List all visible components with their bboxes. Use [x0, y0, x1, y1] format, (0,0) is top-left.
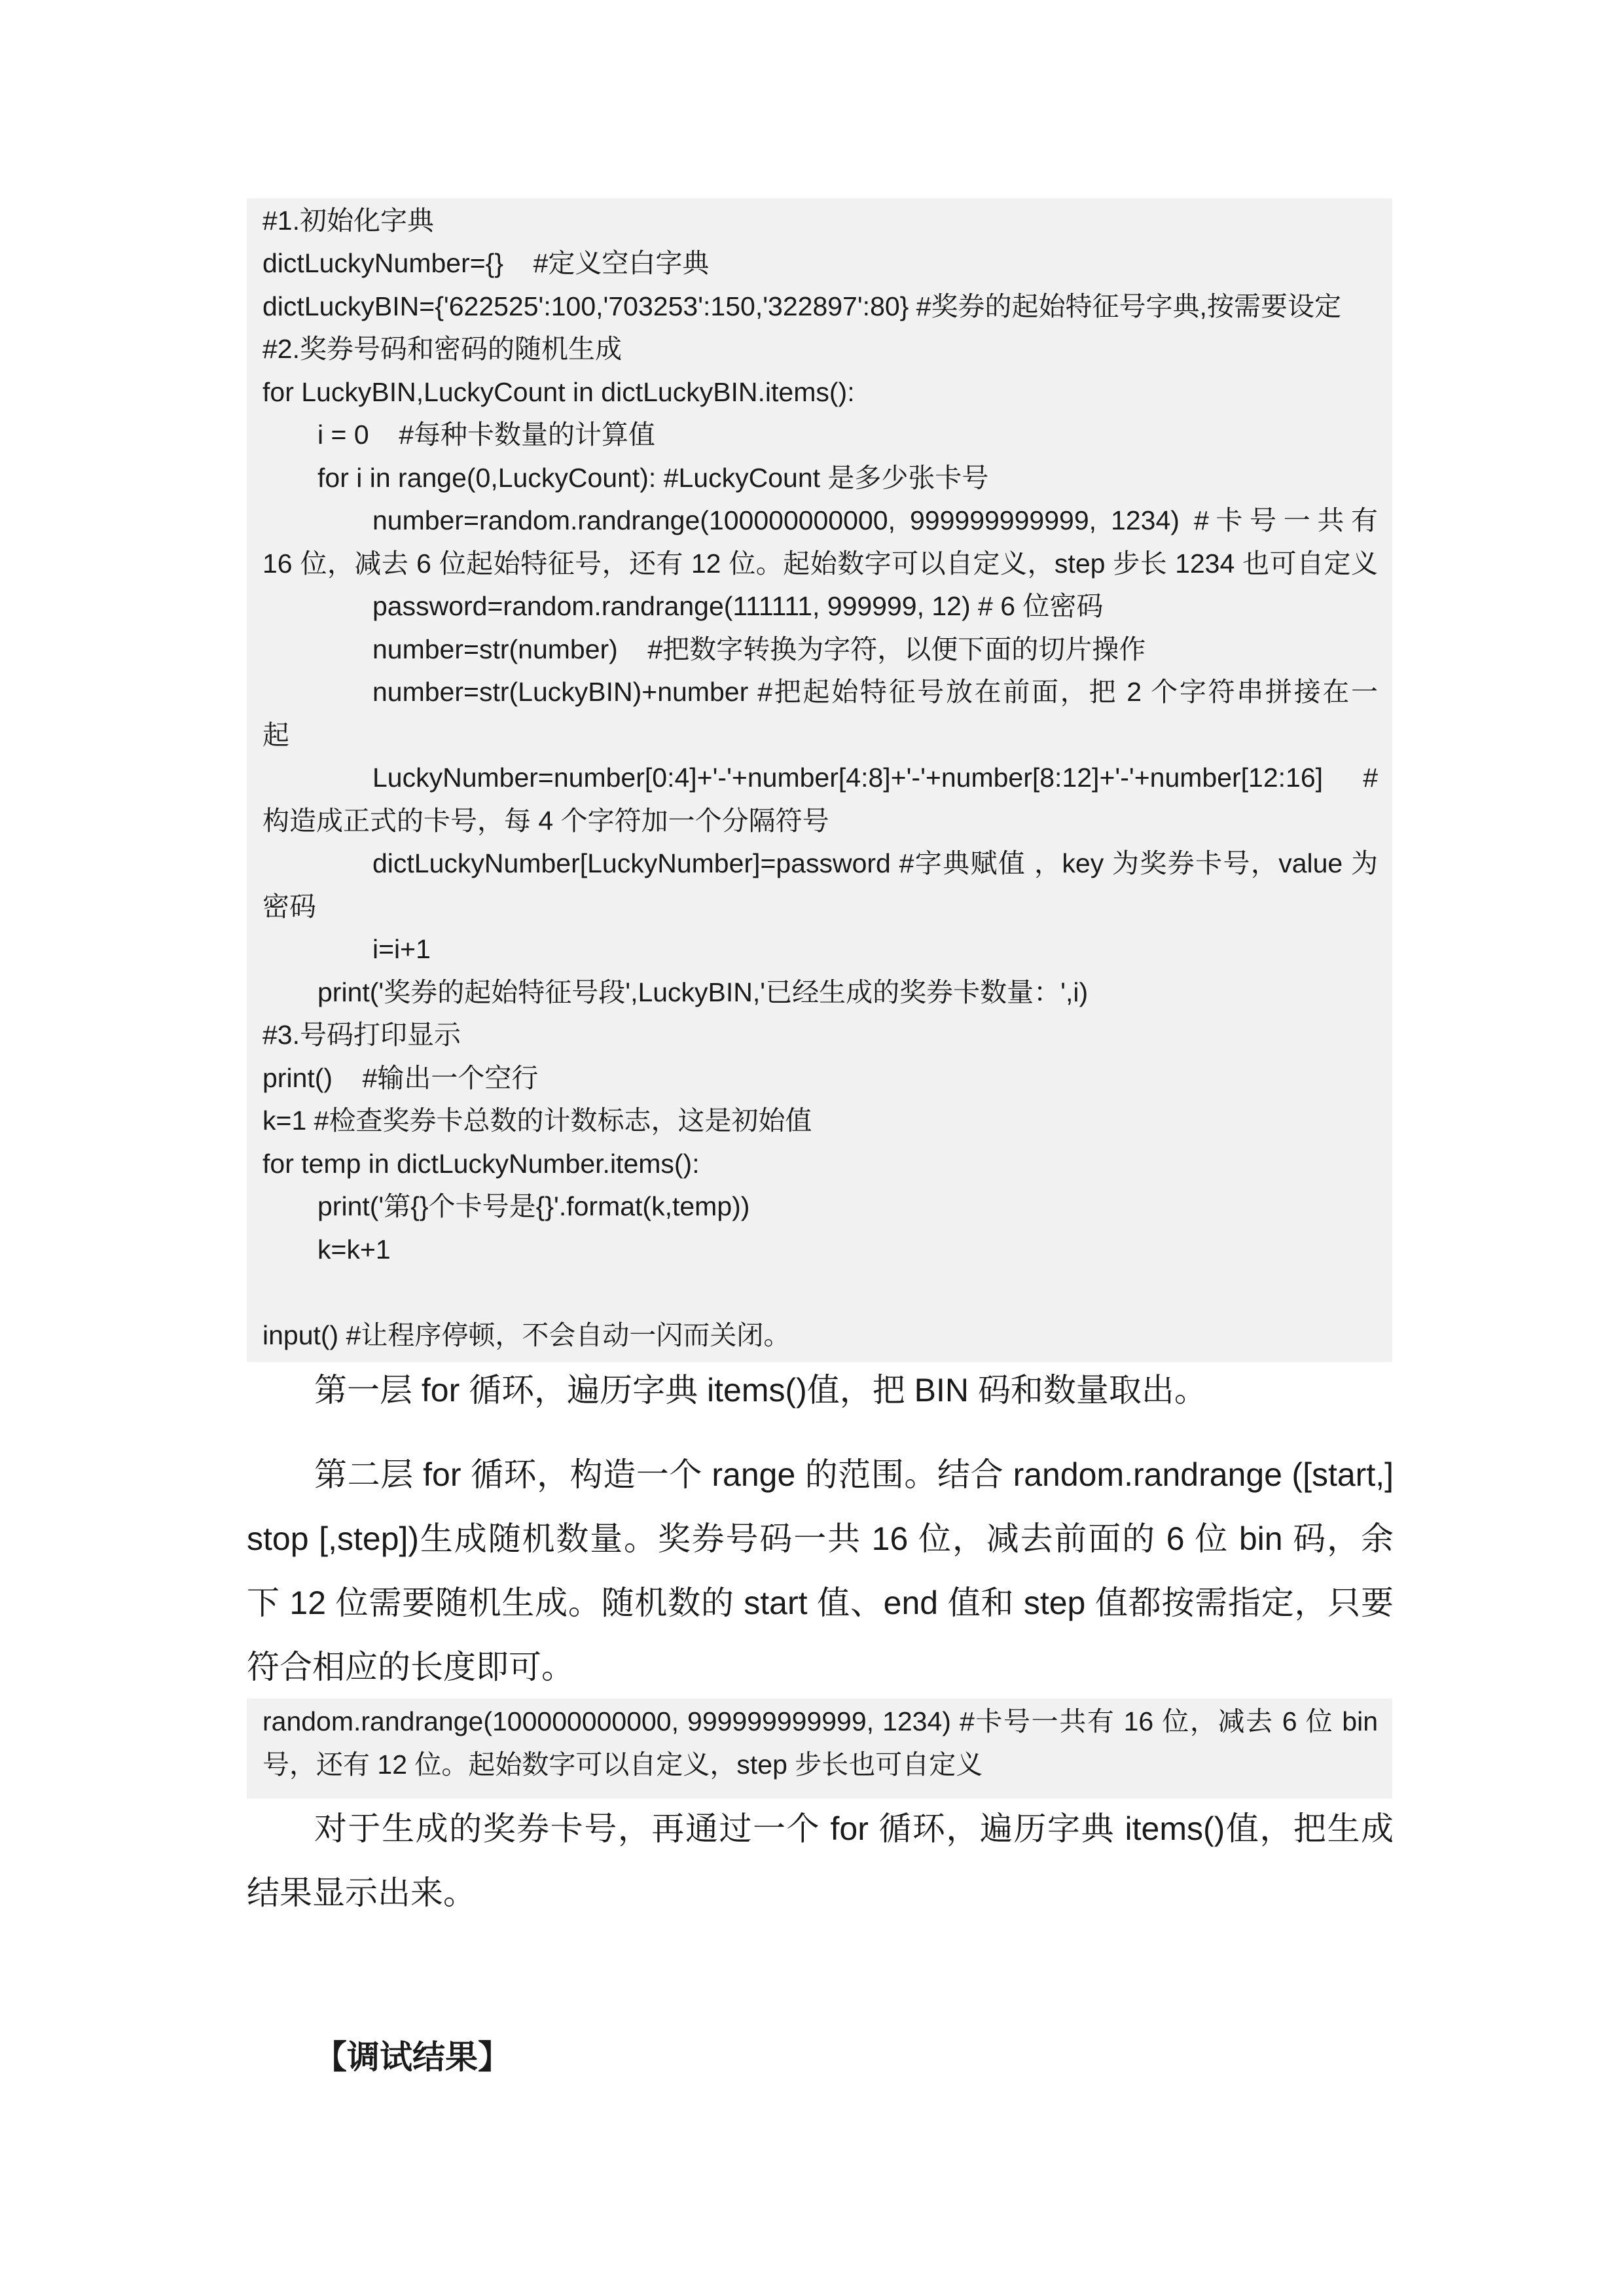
code-line: number=random.randrange(100000000000, 999999999999, 1234) #卡号一共有: [372, 505, 1378, 535]
code-line: i=i+1: [372, 934, 431, 964]
section-heading: 【调试结果】: [314, 2039, 511, 2075]
code-line: password=random.randrange(111111, 999999, 12) # 6 位密码: [372, 591, 1104, 621]
body-paragraph-1: 第一层 for 循环，遍历字典 items()值，把 BIN 码和数量取出。: [314, 1372, 1207, 1408]
code-line: LuckyNumber=number[0:4]+'-'+number[4:8]+'-'+number[8:12]+'-'+number[12:16] #: [372, 762, 1378, 793]
code-line: number=str(number) #把数字转换为字符，以便下面的切片操作: [372, 634, 1146, 664]
code-line: 起: [262, 720, 289, 750]
code-line: for temp in dictLuckyNumber.items():: [262, 1149, 700, 1179]
code-block-main: [247, 198, 1392, 1362]
code-line: random.randrange(100000000000, 999999999999, 1234) #卡号一共有 16 位，减去 6 位 bin: [262, 1706, 1378, 1736]
code-line: for i in range(0,LuckyCount): #LuckyCount 是多少张卡号: [317, 463, 989, 493]
code-line: #2.奖券号码和密码的随机生成: [262, 334, 622, 364]
code-line: input() #让程序停顿，不会自动一闪而关闭。: [262, 1320, 791, 1350]
body-paragraph-3-line: 结果显示出来。: [247, 1874, 476, 1911]
body-paragraph-3-line: 对于生成的奖券卡号，再通过一个 for 循环，遍历字典 items()值，把生成: [314, 1810, 1394, 1847]
code-line: dictLuckyNumber[LuckyNumber]=password #字典赋值 ，key 为奖券卡号，value 为: [372, 848, 1378, 878]
code-line: #3.号码打印显示: [262, 1020, 461, 1050]
code-line: k=1 #检查奖券卡总数的计数标志，这是初始值: [262, 1105, 812, 1136]
code-line: dictLuckyBIN={'622525':100,'703253':150,'322897':80} #奖券的起始特征号字典,按需要设定: [262, 291, 1341, 321]
code-line: 构造成正式的卡号，每 4 个字符加一个分隔符号: [262, 806, 829, 836]
code-line: i = 0 #每种卡数量的计算值: [317, 420, 656, 450]
code-line: print('第{}个卡号是{}'.format(k,temp)): [317, 1191, 750, 1221]
code-line: number=str(LuckyBIN)+number #把起始特征号放在前面，把 2 个字符串拼接在一: [372, 677, 1378, 707]
code-line: 16 位，减去 6 位起始特征号，还有 12 位。起始数字可以自定义，step 步长 1234 也可自定义: [262, 548, 1378, 579]
code-line: dictLuckyNumber={} #定义空白字典: [262, 248, 710, 278]
code-line: #1.初始化字典: [262, 206, 434, 236]
code-line: for LuckyBIN,LuckyCount in dictLuckyBIN.items():: [262, 377, 855, 407]
body-paragraph-2-line: 符合相应的长度即可。: [247, 1649, 574, 1685]
body-paragraph-2-line: 第二层 for 循环，构造一个 range 的范围。结合 random.randrange ([start,]: [314, 1456, 1394, 1493]
body-paragraph-2-line: stop [,step])生成随机数量。奖券号码一共 16 位，减去前面的 6 位 bin 码，余: [247, 1520, 1394, 1557]
code-line: print() #输出一个空行: [262, 1063, 539, 1093]
code-line: print('奖券的起始特征号段',LuckyBIN,'已经生成的奖券卡数量：',i): [317, 977, 1089, 1007]
code-line: 号，还有 12 位。起始数字可以自定义，step 步长也可自定义: [262, 1749, 983, 1780]
code-block-snippet: [247, 1698, 1392, 1799]
code-line: k=k+1: [317, 1234, 391, 1265]
code-line: 密码: [262, 891, 316, 922]
body-paragraph-2-line: 下 12 位需要随机生成。随机数的 start 值、end 值和 step 值都按需指定，只要: [247, 1585, 1394, 1621]
